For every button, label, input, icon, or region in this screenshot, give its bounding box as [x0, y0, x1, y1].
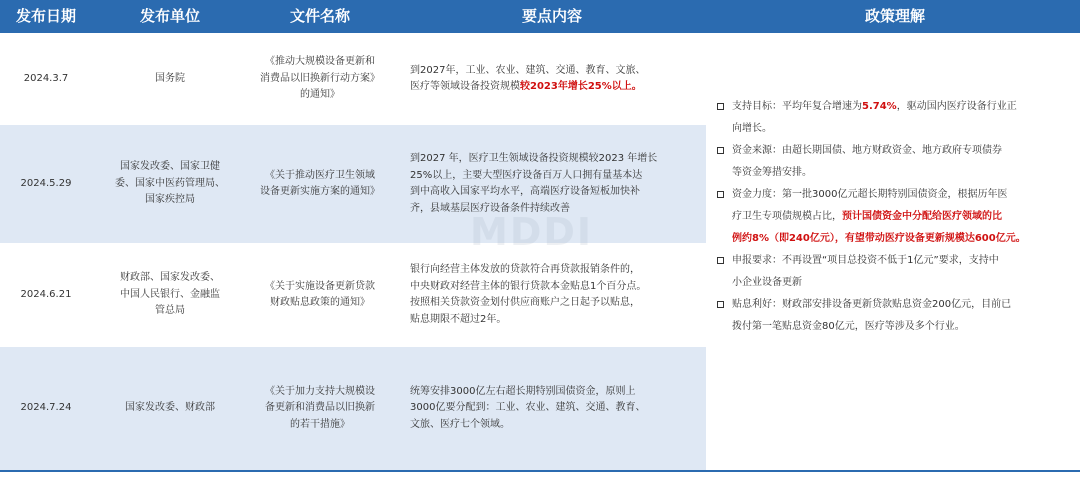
- table-row: [0, 245, 706, 345]
- header-unit: 发布单位: [139, 7, 200, 25]
- header-policy: 政策理解: [864, 7, 925, 25]
- unit-cell: 国务院: [155, 72, 185, 84]
- policy-item: 资金力度：第一批3000亿元超长期特别国债资金，根据历年医 疗卫生专项债规模占比，预计国债资金中分配给医疗领域的比 例约8%（即240亿元），有望带动医疗设备更新规模达600亿元。: [712, 184, 1068, 250]
- header-doc: 文件名称: [289, 7, 350, 25]
- header-main: 要点内容: [521, 7, 582, 25]
- table-row: [0, 347, 706, 470]
- policy-item: 贴息利好：财政部安排设备更新贷款贴息资金200亿元，目前已 拨付第一笔贴息资金80亿元，医疗等涉及多个行业。: [712, 294, 1068, 338]
- checkbox-square-icon: [717, 191, 724, 198]
- date-cell: 2024.3.7: [23, 72, 69, 84]
- main-cell: 统筹安排3000亿左右超长期特别国债资金，原则上 3000亿要分配到：工业、农业、建筑、交通、教育、 文旅、医疗七个领域。: [410, 385, 646, 430]
- main-cell: 到2027 年，医疗卫生领域设备投资规模较2023 年增长 25%以上，主要大型医疗设备百万人口拥有量基本达 到中高收入国家平均水平，高端医疗设备短板加快补 齐，县域基层医疗设备条件持续改善: [410, 153, 658, 214]
- doc-cell: 《推动大规模设备更新和 消费品以旧换新行动方案》 的通知》: [260, 56, 380, 101]
- highlight-text: 较2023年增长25%以上。: [520, 81, 642, 92]
- main-cell: 到2027年，工业、农业、建筑、交通、教育、文旅、 医疗等领域设备投资规模较2023年增长25%以上。: [410, 64, 646, 92]
- table-header: [0, 0, 1080, 33]
- date-cell: 2024.7.24: [20, 402, 72, 414]
- table-row: [0, 125, 706, 243]
- checkbox-square-icon: [717, 257, 724, 264]
- watermark: MDDI: [470, 210, 594, 254]
- doc-cell: 《关于实施设备更新贷款 财政贴息政策的通知》: [265, 280, 375, 308]
- date-cell: 2024.6.21: [20, 288, 72, 300]
- policy-item: 资金来源：由超长期国债、地方财政资金、地方政府专项债券 等资金筹措安排。: [712, 140, 1068, 184]
- unit-cell: 国家发改委、财政部: [125, 402, 215, 414]
- header-date: 发布日期: [15, 7, 76, 25]
- policy-item: 支持目标：平均年复合增速为5.74%，驱动国内医疗设备行业正 向增长。: [712, 96, 1068, 140]
- doc-cell: 《关于推动医疗卫生领域 设备更新实施方案的通知》: [260, 169, 380, 197]
- date-cell: 2024.5.29: [20, 177, 72, 189]
- checkbox-square-icon: [717, 147, 724, 154]
- checkbox-square-icon: [717, 103, 724, 110]
- table-row: [0, 35, 706, 123]
- bottom-rule: [0, 470, 1080, 472]
- policy-list: [712, 96, 1068, 338]
- policy-item: 申报要求：不再设置“项目总投资不低于1亿元”要求，支持中 小企业设备更新: [712, 250, 1068, 294]
- unit-cell: 国家发改委、国家卫健 委、国家中医药管理局、 国家疾控局: [115, 161, 225, 206]
- main-cell: 银行向经营主体发放的贷款符合再贷款报销条件的， 中央财政对经营主体的银行贷款本金贴息1个百分点。 按照相关贷款资金划付供应商账户之日起予以贴息， 贴息期限不超过2年。: [410, 264, 647, 325]
- unit-cell: 财政部、国家发改委、 中国人民银行、金融监 管总局: [120, 272, 220, 317]
- doc-cell: 《关于加力支持大规模设 备更新和消费品以旧换新 的若干措施》: [265, 385, 375, 430]
- checkbox-square-icon: [717, 301, 724, 308]
